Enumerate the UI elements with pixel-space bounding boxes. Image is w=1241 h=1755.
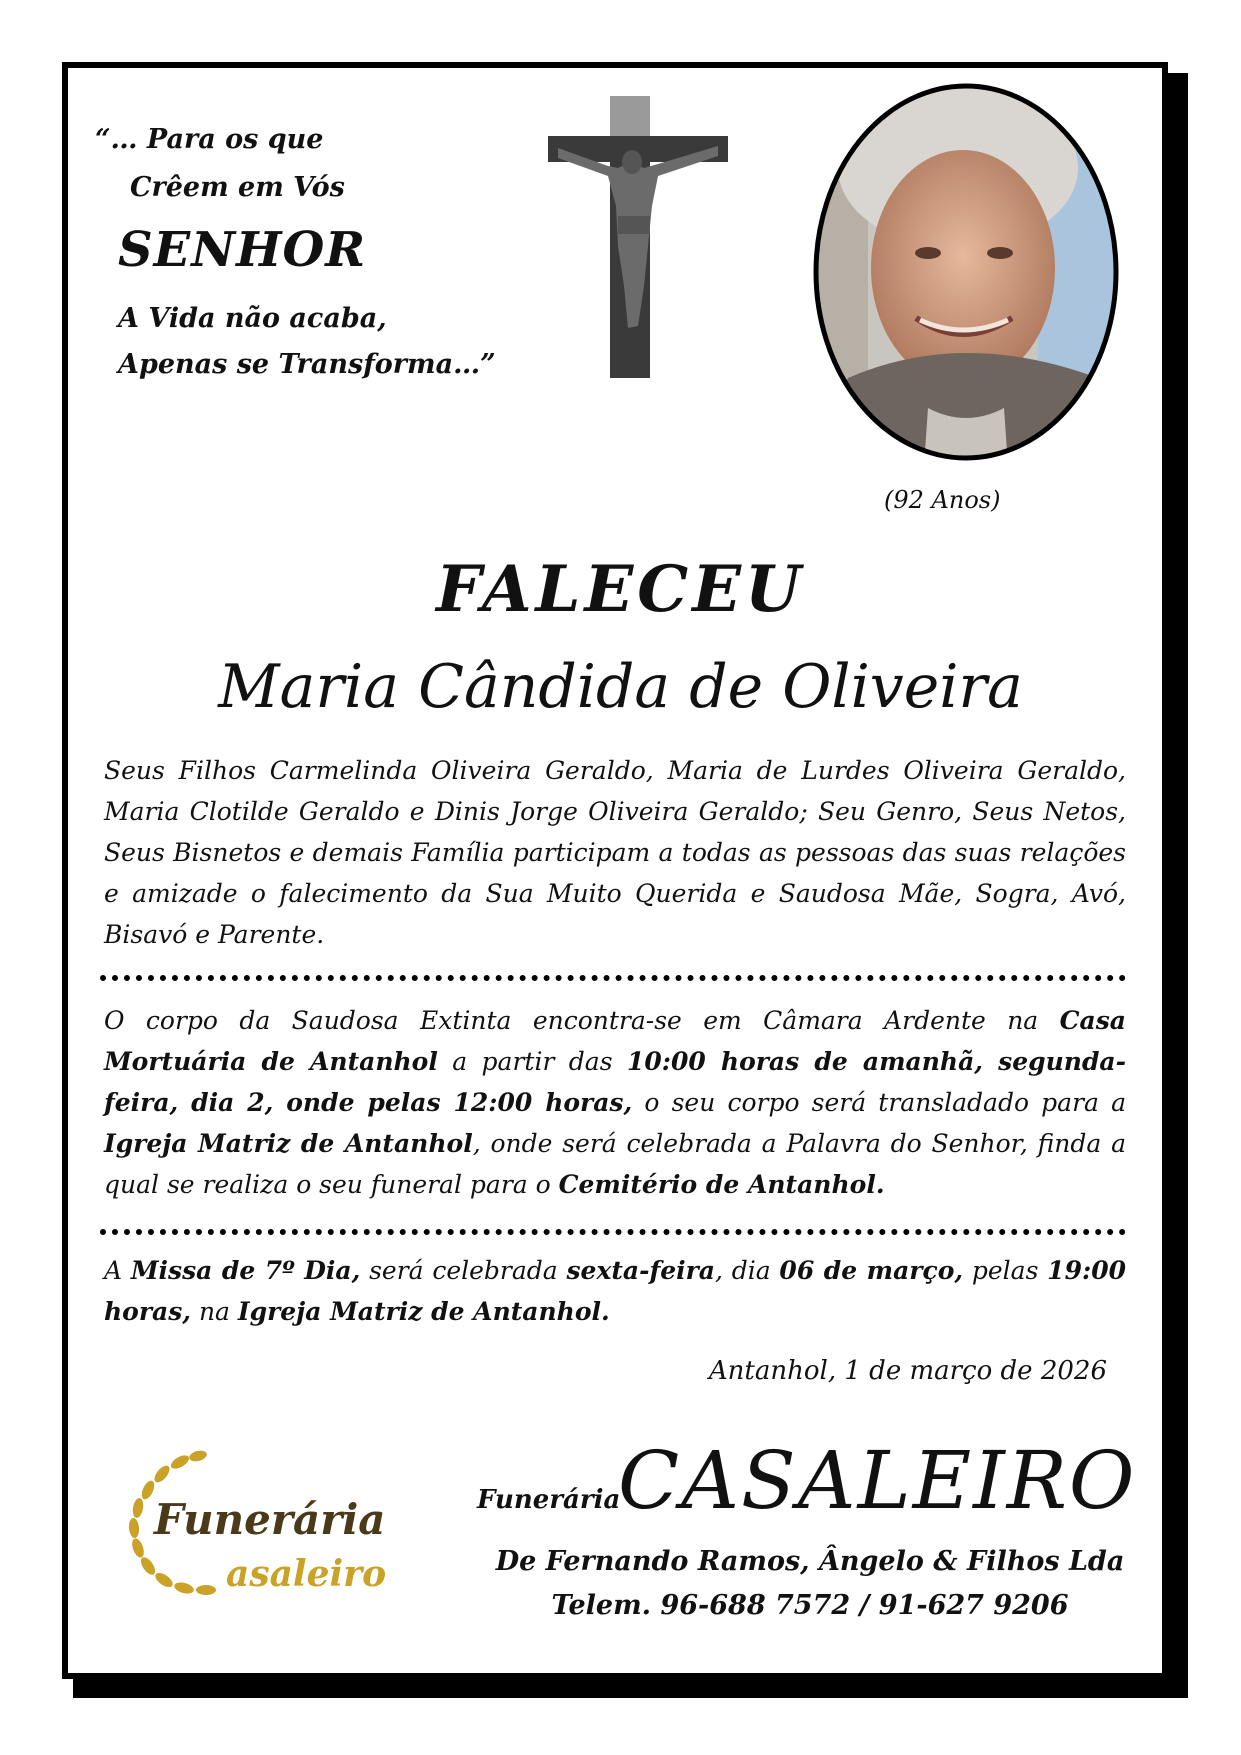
age-label: (92 Anos) [884,486,1001,514]
brand-small-label: Funerária [477,1485,621,1515]
quote-line-2: Crêem em Vós [130,172,345,203]
logo-word-asaleiro: asaleiro [226,1553,387,1595]
quote-line-5: Apenas se Transforma…” [118,349,496,380]
quote-line-1: “… Para os que [95,124,324,155]
mass-text: pelas [963,1256,1048,1285]
funeral-home-logo [118,1444,418,1604]
mass-text: será celebrada [360,1256,567,1285]
wake-text: , onde será celebrada a Palavra do Senhor, finda a qual se realiza o seu funeral para o [104,1129,1127,1199]
mass-time: 19:00 horas, [104,1256,1126,1326]
cemetery-name: Cemitério de Antanhol. [558,1170,885,1199]
wake-location: Casa Mortuária de Antanhol [104,1006,1126,1076]
portrait-photo [808,78,1124,466]
wake-paragraph [104,1000,1126,1205]
mass-weekday: sexta-feira [566,1256,716,1285]
quote-line-4: A Vida não acaba, [118,303,387,334]
deceased-name: Maria Cândida de Oliveira [218,652,1023,722]
family-paragraph: Seus Filhos Carmelinda Oliveira Geraldo, Maria de Lurdes Oliveira Geraldo, Maria Clotilde Geraldo e Dinis Jorge Oliveira Geraldo; Seu Genro, Seus Netos, Seus Bisnetos e demais Família participam a todas as pessoas das suas relações e amizade o falecimento da Sua Muito Querida e Saudosa Mãe, Sogra, Avó, Bisavó e Parente. [104,756,1126,949]
heading-faleceu: FALECEU [436,552,805,627]
dotted-divider [100,975,1126,981]
mass-text: , dia [715,1256,780,1285]
wake-time: 10:00 horas de amanhã, segunda-feira, dia 2, onde pelas 12:00 horas, [104,1047,1127,1117]
brand-phones: Telem. 96-688 7572 / 91-627 9206 [551,1590,1069,1621]
mass-date: 06 de março, [779,1256,964,1285]
mass-text: na [191,1297,238,1326]
wake-text: a partir das [437,1047,627,1076]
crucifix-icon [548,96,728,378]
dotted-divider [100,1229,1126,1235]
brand-owners: De Fernando Ramos, Ângelo & Filhos Lda [495,1546,1125,1577]
logo-word-funeraria: Funerária [154,1495,386,1544]
mass-text: A [104,1256,131,1285]
mass-church: Igreja Matriz de Antanhol. [237,1297,610,1326]
mass-paragraph [104,1250,1126,1332]
wake-text: o seu corpo será transladado para a [632,1088,1126,1117]
mass-title: Missa de 7º Dia, [130,1256,361,1285]
quote-line-3: SENHOR [118,222,367,278]
church-name: Igreja Matriz de Antanhol [104,1129,473,1158]
wake-text: O corpo da Saudosa Extinta encontra-se em Câmara Ardente na [104,1006,1060,1035]
brand-name: CASALEIRO [618,1434,1137,1527]
place-date: Antanhol, 1 de março de 2026 [708,1356,1107,1386]
